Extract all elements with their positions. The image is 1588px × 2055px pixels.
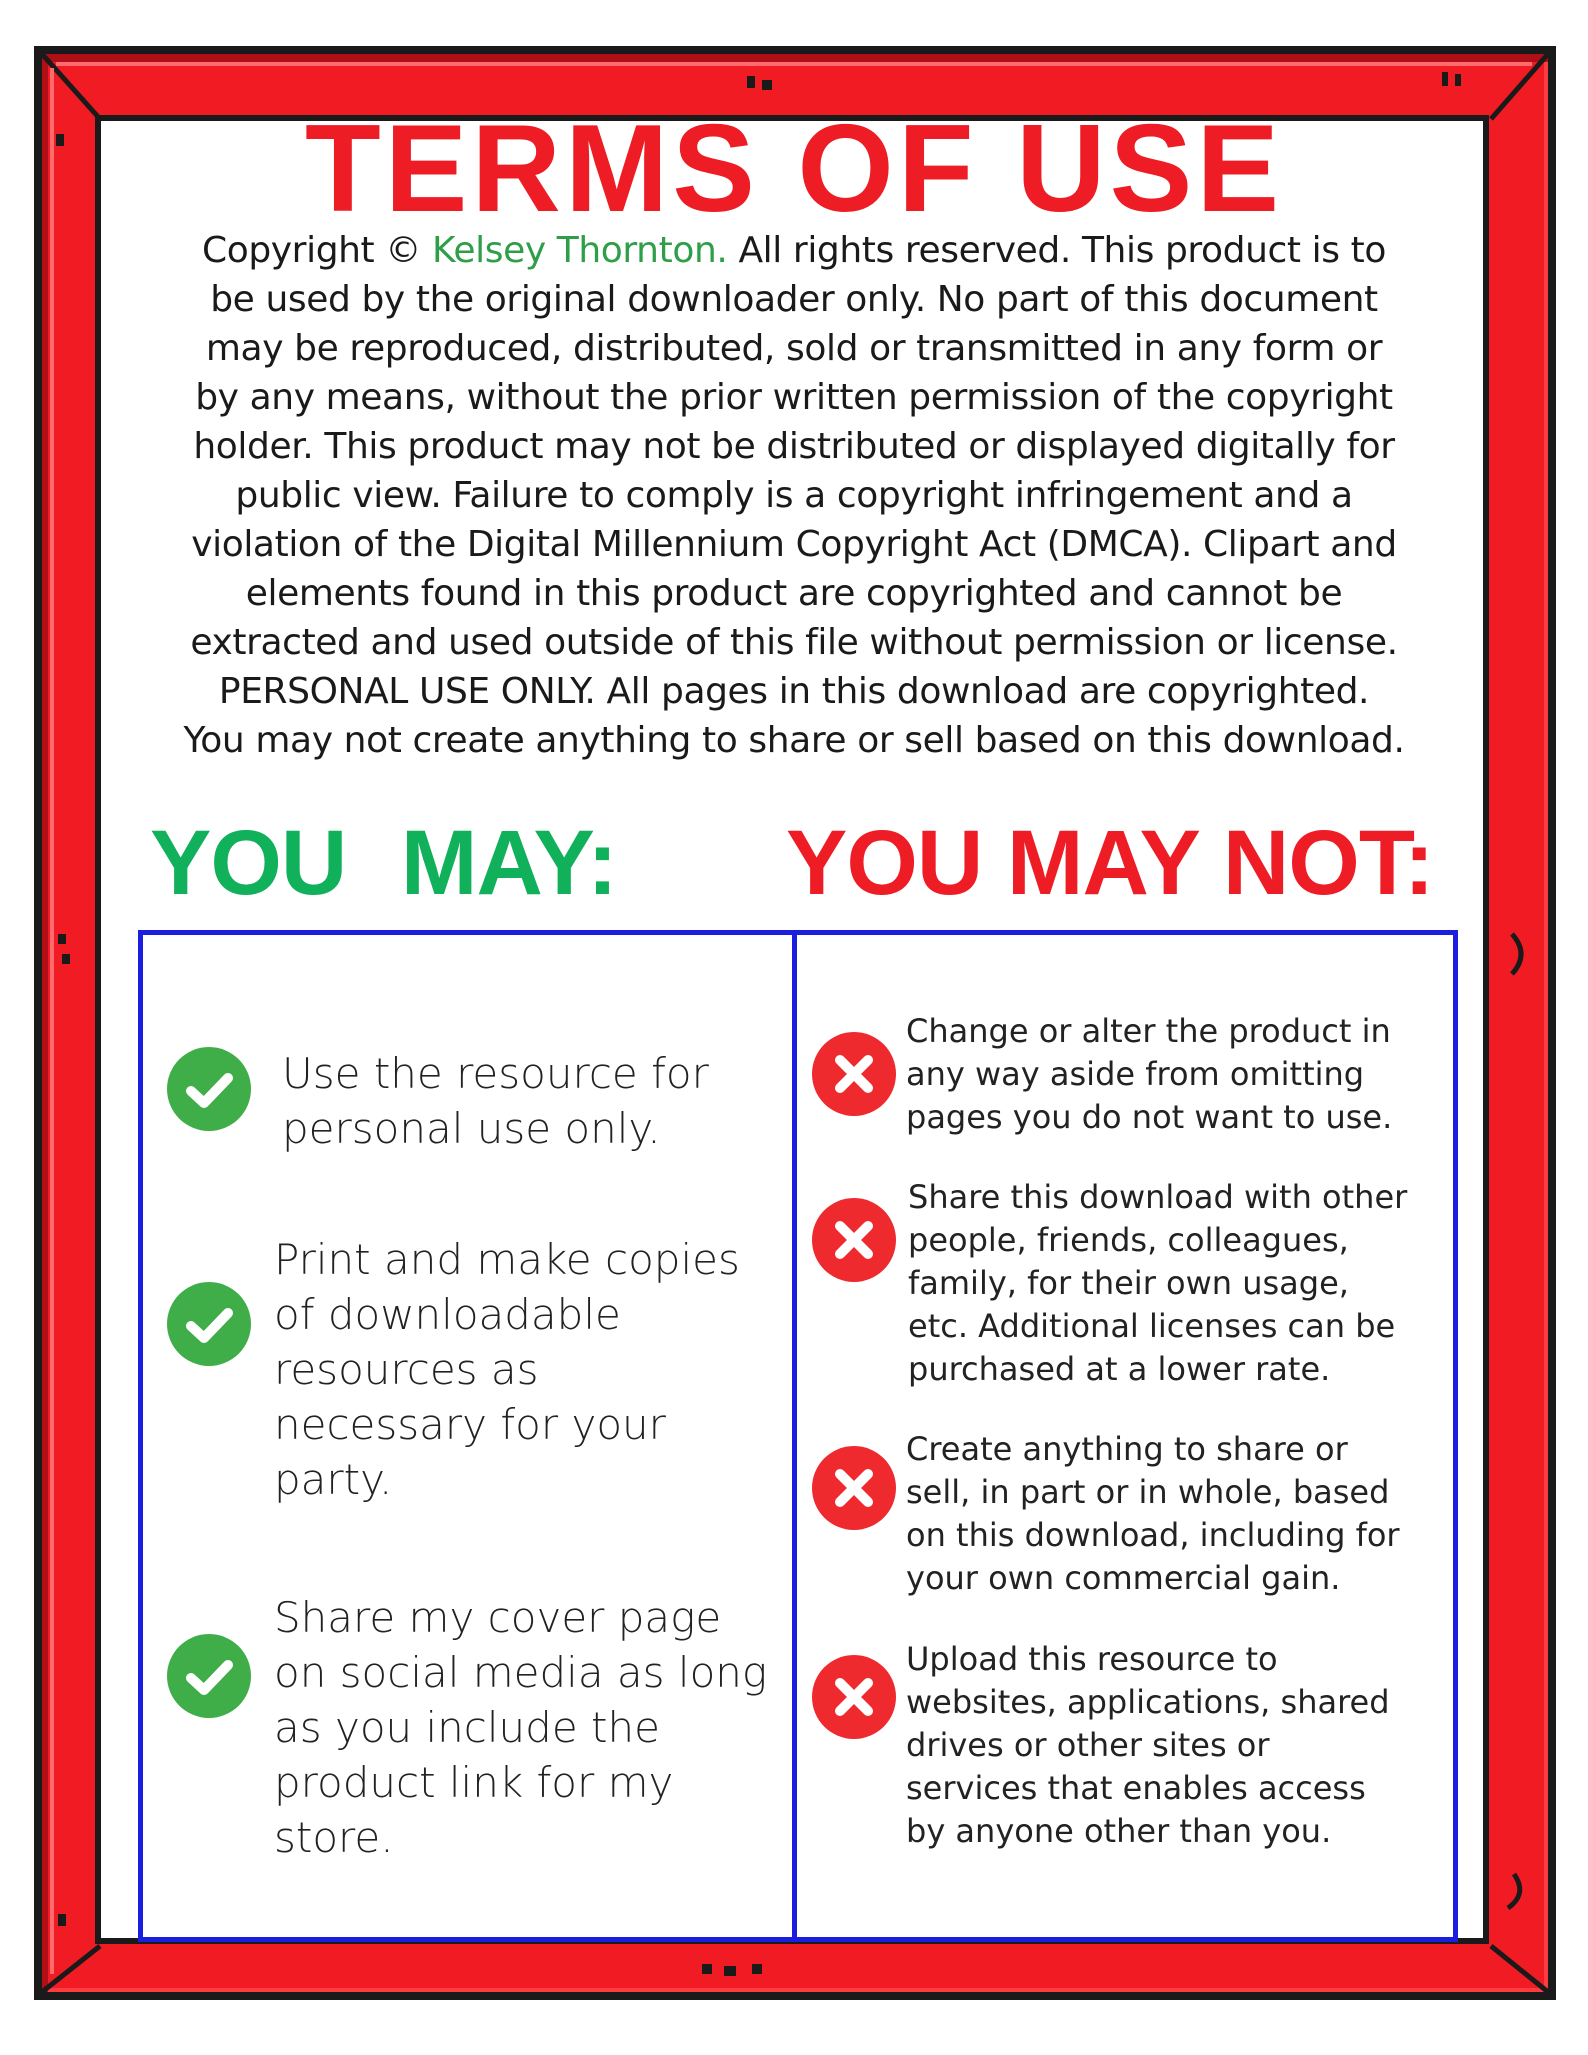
may-not-item-line: websites, applications, shared — [906, 1683, 1390, 1721]
may-not-item-line: by anyone other than you. — [906, 1812, 1332, 1850]
copyright-line: PERSONAL USE ONLY. All pages in this download are copyrighted. — [218, 671, 1370, 712]
may-not-item-text — [906, 1010, 1392, 1139]
copyright-notice — [112, 226, 1476, 765]
may-item-text — [282, 1046, 709, 1156]
may-not-item-line: drives or other sites or — [906, 1726, 1270, 1764]
may-not-item-text — [906, 1638, 1390, 1853]
copyright-line: be used by the original downloader only. No part of this document — [210, 279, 1378, 320]
x-icon — [812, 1446, 896, 1530]
may-not-item-line: etc. Additional licenses can be — [908, 1307, 1396, 1345]
you-may-heading: YOU MAY: — [150, 812, 617, 914]
copyright-line: by any means, without the prior written permission of the copyright — [195, 377, 1393, 418]
may-not-item-line: people, friends, colleagues, — [908, 1221, 1349, 1259]
may-not-item-line: services that enables access — [906, 1769, 1366, 1807]
author-name: Kelsey Thornton. — [431, 230, 728, 271]
may-not-item-line: Change or alter the product in — [906, 1012, 1391, 1050]
may-not-item-line: family, for their own usage, — [908, 1264, 1349, 1302]
may-item-line: as you include the — [274, 1703, 660, 1752]
may-item-text — [274, 1232, 740, 1507]
may-item-line: of downloadable — [274, 1290, 621, 1339]
may-item-line: store. — [274, 1813, 394, 1862]
may-item-line: product link for my — [274, 1758, 674, 1807]
you-may-not-heading: YOU MAY NOT: — [786, 812, 1434, 914]
may-item-line: personal use only. — [282, 1104, 661, 1153]
may-item-line: resources as — [274, 1345, 539, 1394]
may-item-line: Use the resource for — [282, 1049, 709, 1098]
copyright-line: violation of the Digital Millennium Copyright Act (DMCA). Clipart and — [191, 524, 1397, 565]
may-item-line: on social media as long — [274, 1648, 768, 1697]
copyright-line: may be reproduced, distributed, sold or transmitted in any form or — [205, 328, 1383, 369]
may-not-item-text — [906, 1428, 1400, 1600]
copyright-prefix: Copyright © — [201, 230, 432, 271]
column-divider — [792, 930, 797, 1942]
x-icon — [812, 1655, 896, 1739]
x-icon — [812, 1198, 896, 1282]
page-title: TERMS OF USE — [304, 100, 1284, 238]
may-not-item-text — [908, 1176, 1407, 1391]
may-not-item-line: pages you do not want to use. — [906, 1098, 1393, 1136]
copyright-line: All rights reserved. This product is to — [727, 230, 1387, 271]
may-item-text — [274, 1590, 767, 1865]
copyright-line: You may not create anything to share or sell based on this download. — [183, 720, 1405, 761]
check-icon — [167, 1282, 251, 1366]
may-item-line: party. — [274, 1455, 393, 1504]
copyright-line: holder. This product may not be distributed or displayed digitally for — [193, 426, 1395, 467]
may-not-item-line: your own commercial gain. — [906, 1559, 1341, 1597]
check-icon — [167, 1047, 251, 1131]
may-item-line: Print and make copies — [274, 1235, 740, 1284]
may-item-line: necessary for your — [274, 1400, 666, 1449]
may-not-item-line: Share this download with other — [908, 1178, 1408, 1216]
may-not-item-line: Upload this resource to — [906, 1640, 1278, 1678]
may-not-item-line: sell, in part or in whole, based — [906, 1473, 1390, 1511]
may-not-item-line: Create anything to share or — [906, 1430, 1348, 1468]
copyright-line: extracted and used outside of this file without permission or license. — [190, 622, 1398, 663]
copyright-line: public view. Failure to comply is a copyright infringement and a — [235, 475, 1353, 516]
may-not-item-line: on this download, including for — [906, 1516, 1400, 1554]
may-item-line: Share my cover page — [274, 1593, 722, 1642]
may-not-item-line: purchased at a lower rate. — [908, 1350, 1331, 1388]
x-icon — [812, 1032, 896, 1116]
may-not-item-line: any way aside from omitting — [906, 1055, 1365, 1093]
check-icon — [167, 1634, 251, 1718]
copyright-line: elements found in this product are copyrighted and cannot be — [245, 573, 1343, 614]
